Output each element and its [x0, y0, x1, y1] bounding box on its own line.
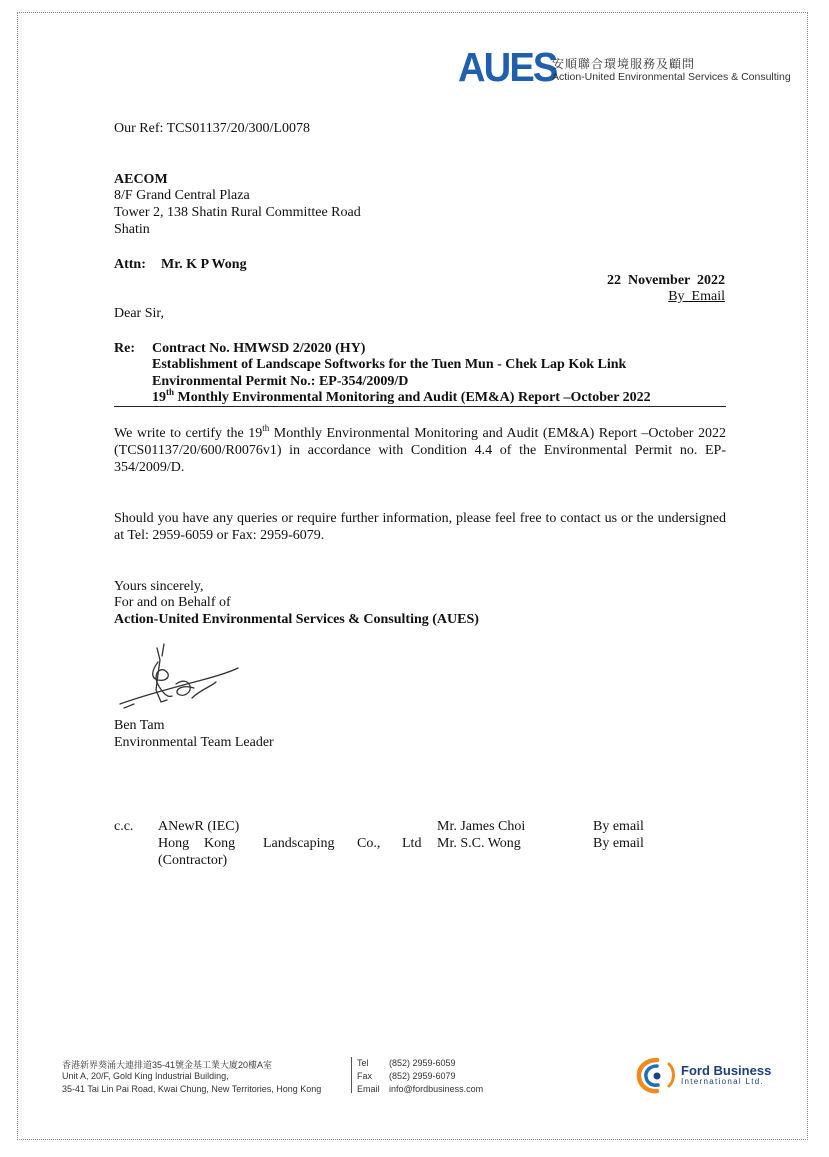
- signer-name: Ben Tam: [114, 718, 165, 733]
- aues-logo-mark: AUES: [458, 44, 557, 90]
- our-reference: Our Ref: TCS01137/20/300/L0078: [114, 121, 310, 136]
- aues-company-name-zh: 安順聯合環境服務及顧問: [552, 57, 696, 71]
- signer-title: Environmental Team Leader: [114, 735, 274, 750]
- delivery-method: By Email: [668, 289, 725, 304]
- footer-address-zh: 香港新界葵涌大連排道35-41號金基工業大廈20樓A室: [62, 1060, 273, 1070]
- ford-business-logo-icon: [635, 1056, 679, 1094]
- cc-2-org-word-4: Co.,: [357, 836, 381, 851]
- recipient-address-line-1: 8/F Grand Central Plaza: [114, 188, 250, 203]
- footer-email-label: Email: [357, 1084, 380, 1094]
- footer-tel-label: Tel: [357, 1058, 369, 1068]
- closing-on-behalf: For and on Behalf of: [114, 595, 231, 610]
- re-contract-line: Contract No. HMWSD 2/2020 (HY): [152, 341, 366, 356]
- footer-address-en-2: 35-41 Tai Lin Pai Road, Kwai Chung, New Territories, Hong Kong: [62, 1084, 322, 1094]
- attn-label: Attn:: [114, 257, 146, 272]
- cc-1-method: By email: [593, 819, 644, 834]
- footer-fax: (852) 2959-6079: [389, 1071, 456, 1081]
- cc-2-method: By email: [593, 836, 644, 851]
- cc-2-org-word-2: Kong: [204, 836, 236, 851]
- recipient-address-line-2: Tower 2, 138 Shatin Rural Committee Road: [114, 205, 361, 220]
- ford-business-subtitle: International Ltd.: [681, 1077, 764, 1086]
- footer-separator: [351, 1057, 352, 1093]
- re-permit-line: Environmental Permit No.: EP-354/2009/D: [152, 374, 409, 389]
- cc-2-org-word-3: Landscaping: [263, 836, 335, 851]
- re-label: Re:: [114, 341, 135, 356]
- footer-tel: (852) 2959-6059: [389, 1058, 456, 1068]
- footer-fax-label: Fax: [357, 1071, 373, 1081]
- handwritten-signature: [112, 640, 247, 720]
- body-paragraph-1: [114, 425, 726, 476]
- cc-2-org-word-5: Ltd: [402, 836, 422, 851]
- re-report-ordinal: th: [166, 387, 175, 397]
- re-report-line: [152, 389, 651, 406]
- re-report-title: Monthly Environmental Monitoring and Audit (EM&A) Report –October 2022: [174, 390, 651, 405]
- body-1-start: We write to certify the 19: [114, 426, 263, 441]
- cc-1-person: Mr. James Choi: [437, 819, 526, 834]
- re-underline: [114, 406, 726, 407]
- re-report-number: 19: [152, 390, 166, 405]
- footer-email: info@fordbusiness.com: [389, 1084, 484, 1094]
- body-1-end: Monthly Environmental Monitoring and Audit (EM&A) Report –October 2022 (TCS01137/20/600/R0076v1) in accordance with Condition 4.4 of the Environmental Permit no. EP-354/2009/D.: [114, 426, 726, 475]
- aues-company-name-en: Action-United Environmental Services & Consulting: [552, 71, 791, 83]
- salutation: Dear Sir,: [114, 306, 164, 321]
- recipient-address-line-3: Shatin: [114, 222, 150, 237]
- re-project-line: Establishment of Landscape Softworks for the Tuen Mun - Chek Lap Kok Link: [152, 357, 627, 372]
- body-paragraph-2: Should you have any queries or require further information, please feel free to contact us or the undersigned at Tel: 2959-6059 or Fax: 2959-6079.: [114, 511, 726, 543]
- cc-2-person: Mr. S.C. Wong: [437, 836, 521, 851]
- body-1-ordinal: th: [262, 423, 270, 433]
- cc-2-org-line-2: (Contractor): [158, 853, 228, 868]
- cc-1-organization: ANewR (IEC): [158, 819, 240, 834]
- cc-2-org-word-1: Hong: [158, 836, 190, 851]
- recipient-company: AECOM: [114, 172, 168, 187]
- footer-address-en-1: Unit A, 20/F, Gold King Industrial Building,: [62, 1071, 229, 1081]
- ford-business-name: Ford Business: [681, 1063, 772, 1078]
- closing-yours-sincerely: Yours sincerely,: [114, 579, 204, 594]
- letter-date: 22 November 2022: [607, 273, 725, 288]
- cc-label: c.c.: [114, 819, 134, 834]
- attn-name: Mr. K P Wong: [161, 257, 247, 272]
- closing-company: Action-United Environmental Services & Consulting (AUES): [114, 612, 479, 627]
